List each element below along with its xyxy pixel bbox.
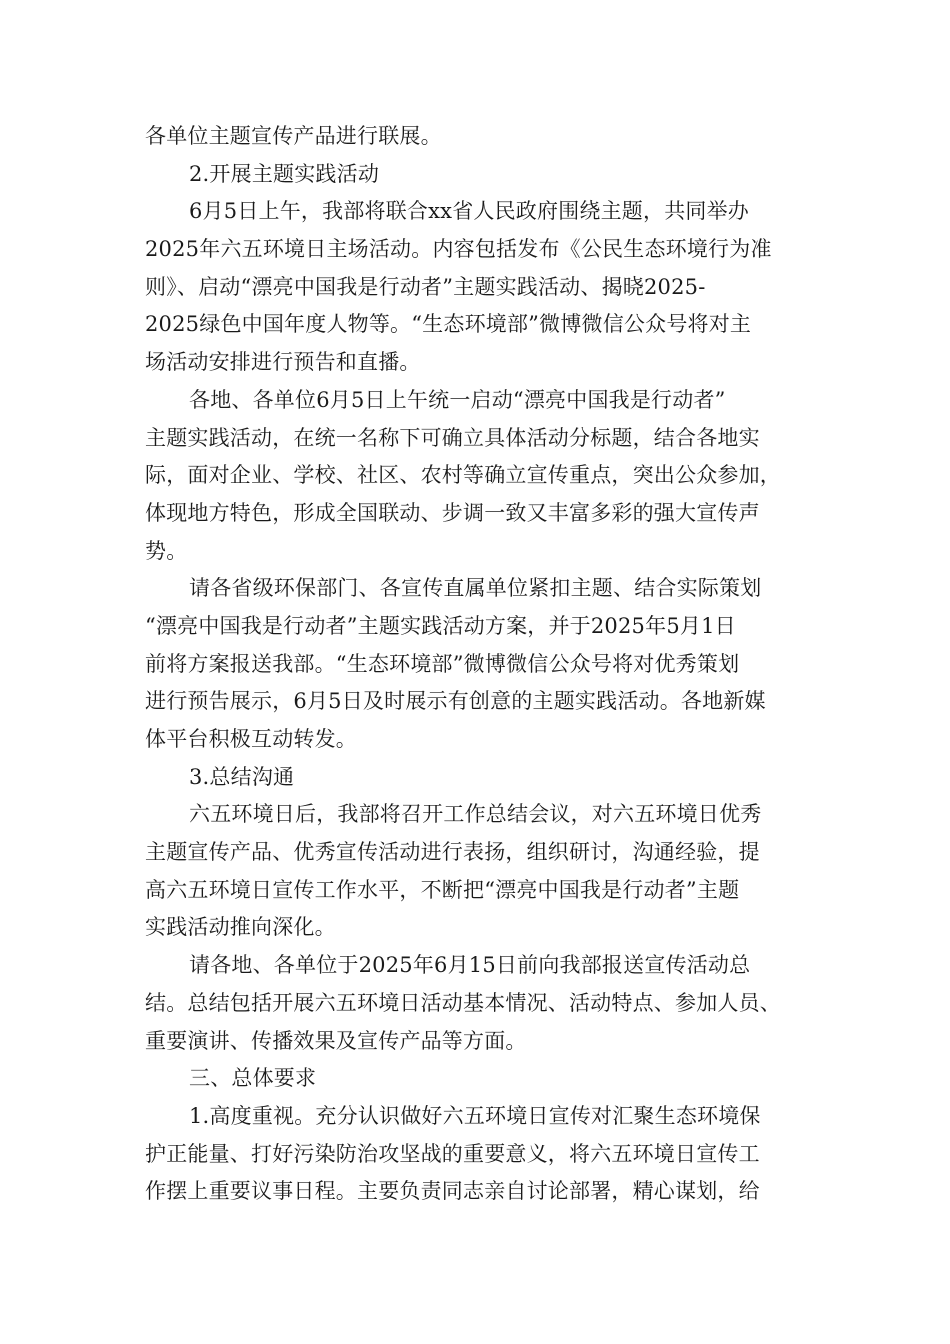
text-line: 际，面对企业、学校、社区、农村等确立宣传重点，突出公众参加， [145, 463, 781, 488]
text-line: 作摆上重要议事日程。主要负责同志亲自讨论部署，精心谋划，给 [145, 1179, 760, 1204]
text-line: 护正能量、打好污染防治攻坚战的重要意义，将六五环境日宣传工 [145, 1141, 760, 1166]
text-line: 六五环境日后，我部将召开工作总结会议，对六五环境日优秀 [189, 802, 762, 827]
text-line: 体平台积极互动转发。 [145, 727, 357, 751]
text-line: 三、总体要求 [189, 1066, 317, 1091]
text-line: 高六五环境日宣传工作水平，不断把“漂亮中国我是行动者”主题 [145, 877, 740, 902]
text-line: 各单位主题宣传产品进行联展。 [145, 124, 442, 148]
text-line: 请各地、各单位于2025年6月15日前向我部报送宣传活动总 [189, 953, 751, 978]
text-line: 3.总结沟通 [189, 764, 295, 789]
text-line: 主题实践活动，在统一名称下可确立具体活动分标题，结合各地实 [145, 425, 760, 450]
document-body [145, 118, 805, 1211]
text-line: 进行预告展示，6月5日及时展示有创意的主题实践活动。各地新媒 [145, 689, 766, 714]
text-line: 2025绿色中国年度人物等。“生态环境部”微博微信公众号将对主 [145, 312, 752, 337]
text-line: 势。 [145, 538, 188, 563]
text-line: 请各省级环保部门、各宣传直属单位紧扣主题、结合实际策划 [189, 576, 762, 601]
text-line: “漂亮中国我是行动者”主题实践活动方案，并于2025年5月1日 [145, 613, 736, 638]
text-line: 主题宣传产品、优秀宣传活动进行表扬，组织研讨，沟通经验，提 [145, 840, 760, 865]
text-line: 2.开展主题实践活动 [189, 161, 380, 186]
text-line: 6月5日上午，我部将联合xx省人民政府围绕主题，共同举办 [189, 199, 750, 224]
text-line: 2025年六五环境日主场活动。内容包括发布《公民生态环境行为准 [145, 237, 772, 262]
text-line: 前将方案报送我部。“生态环境部”微博微信公众号将对优秀策划 [145, 651, 740, 676]
text-line: 体现地方特色，形成全国联动、步调一致又丰富多彩的强大宣传声 [145, 500, 760, 525]
text-line: 各地、各单位6月5日上午统一启动“漂亮中国我是行动者” [189, 387, 726, 412]
text-line: 1.高度重视。充分认识做好六五环境日宣传对汇聚生态环境保 [189, 1103, 761, 1128]
text-line: 重要演讲、传播效果及宣传产品等方面。 [145, 1028, 527, 1053]
text-line: 场活动安排进行预告和直播。 [145, 350, 421, 375]
text-line: 则》、启动“漂亮中国我是行动者”主题实践活动、揭晓2025- [145, 274, 706, 299]
text-line: 实践活动推向深化。 [145, 915, 336, 940]
text-line: 结。总结包括开展六五环境日活动基本情况、活动特点、参加人员、 [145, 990, 781, 1015]
